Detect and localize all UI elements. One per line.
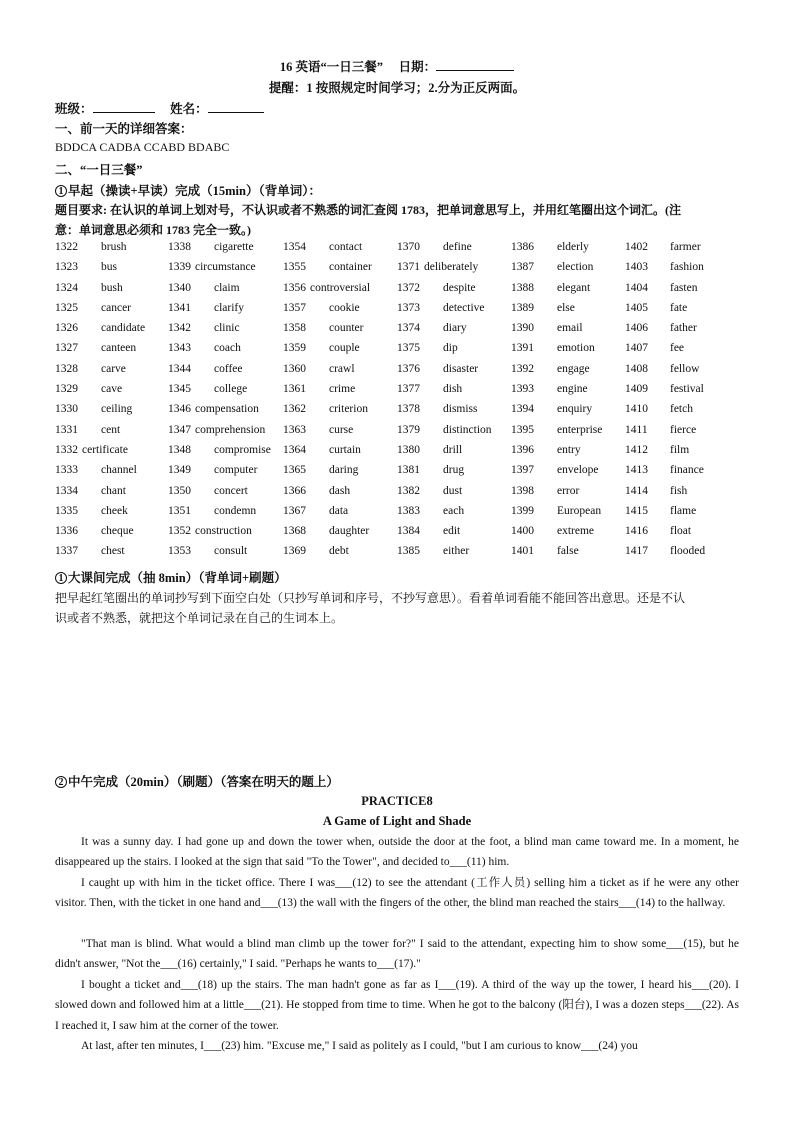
vocab-word[interactable]: dismiss bbox=[443, 403, 478, 416]
vocab-word[interactable]: condemn bbox=[214, 504, 257, 517]
vocab-word[interactable]: elegant bbox=[557, 281, 591, 294]
vocab-word[interactable]: define bbox=[443, 241, 472, 253]
vocab-number: 1347 bbox=[168, 423, 191, 436]
vocab-word[interactable]: daring bbox=[329, 464, 359, 477]
name-blank[interactable] bbox=[208, 101, 264, 113]
vocab-number: 1387 bbox=[511, 261, 534, 274]
vocab-number: 1353 bbox=[168, 545, 191, 558]
vocab-number: 1373 bbox=[397, 301, 420, 314]
vocab-word[interactable]: European bbox=[557, 504, 602, 517]
vocab-number: 1392 bbox=[511, 362, 534, 375]
vocab-number: 1410 bbox=[625, 403, 648, 416]
vocab-number: 1370 bbox=[397, 241, 420, 253]
vocab-word[interactable]: edit bbox=[443, 525, 461, 538]
vocab-word[interactable]: curtain bbox=[329, 443, 361, 456]
vocab-number: 1385 bbox=[397, 545, 420, 558]
vocab-word[interactable]: canteen bbox=[101, 342, 137, 355]
passage-paragraph-3: "That man is blind. What would a blind man climb up the tower for?" I said to the attendant, expecting him to show some___(15), but he didn't answer, "Not the___(16) certainly," I said. "Perhaps he wants to___(17)." bbox=[55, 938, 739, 971]
vocab-number: 1409 bbox=[625, 383, 648, 396]
worksheet-title: 16 英语“一日三餐” bbox=[279, 60, 383, 74]
vocab-number: 1339 bbox=[168, 261, 191, 274]
vocab-word[interactable]: couple bbox=[329, 342, 360, 355]
vocab-word[interactable]: diary bbox=[443, 322, 467, 335]
vocab-number: 1400 bbox=[511, 525, 534, 538]
vocab-number: 1342 bbox=[168, 322, 191, 335]
vocab-number: 1397 bbox=[511, 464, 534, 477]
passage-paragraph-2: I caught up with him in the ticket office. There I was___(12) to see the attendant (工作人员) selling him a ticket as if he were any other visitor. Then, with the ticket in one hand and___(13) the wall with the fingers of the other, the blind man reached the stairs___(14) to the hallway. bbox=[55, 877, 739, 910]
vocab-word[interactable]: cookie bbox=[329, 301, 360, 314]
vocab-word[interactable]: farmer bbox=[670, 241, 701, 253]
vocab-number: 1394 bbox=[511, 403, 534, 416]
vocab-word[interactable]: counter bbox=[329, 322, 364, 335]
vocab-number: 1322 bbox=[55, 241, 78, 253]
vocab-word[interactable]: college bbox=[214, 383, 248, 396]
vocab-word[interactable]: detective bbox=[443, 301, 485, 314]
vocab-word[interactable]: brush bbox=[101, 241, 127, 253]
date-blank[interactable] bbox=[436, 59, 514, 71]
vocab-word[interactable]: bus bbox=[101, 261, 117, 274]
vocab-word[interactable]: fasten bbox=[670, 281, 698, 294]
word-copy-area[interactable] bbox=[55, 632, 739, 767]
vocab-number: 1390 bbox=[511, 322, 534, 335]
practice-title: A Game of Light and Shade bbox=[322, 814, 472, 828]
vocab-number: 1355 bbox=[283, 261, 306, 274]
vocab-word[interactable]: drill bbox=[443, 443, 463, 456]
vocab-number: 1366 bbox=[283, 484, 306, 497]
vocab-number: 1328 bbox=[55, 362, 78, 375]
vocab-word[interactable]: enterprise bbox=[557, 423, 603, 436]
vocab-number: 1333 bbox=[55, 464, 78, 477]
vocab-word[interactable]: elderly bbox=[557, 241, 589, 253]
vocab-number: 1372 bbox=[397, 281, 420, 294]
vocab-word[interactable]: enquiry bbox=[557, 403, 593, 416]
vocab-number: 1388 bbox=[511, 281, 534, 294]
vocab-word[interactable]: float bbox=[670, 525, 692, 538]
vocab-word[interactable]: compromise bbox=[214, 443, 271, 456]
vocab-number: 1323 bbox=[55, 261, 78, 274]
vocab-row bbox=[55, 485, 755, 505]
vocab-number: 1365 bbox=[283, 464, 306, 477]
vocab-word[interactable]: election bbox=[557, 261, 594, 274]
vocab-number: 1412 bbox=[625, 443, 648, 456]
passage-paragraph-5: At last, after ten minutes, I___(23) him. "Excuse me," I said as politely as I could, "but I am curious to know___(24) you bbox=[81, 1040, 638, 1052]
class-blank[interactable] bbox=[93, 101, 155, 113]
vocab-number: 1360 bbox=[283, 362, 306, 375]
vocab-word[interactable]: cheek bbox=[101, 504, 128, 517]
vocab-word[interactable]: fee bbox=[670, 342, 685, 355]
vocab-number: 1393 bbox=[511, 383, 534, 396]
morning-task-title bbox=[55, 181, 321, 199]
vocab-word[interactable]: carve bbox=[101, 362, 126, 375]
vocab-number: 1367 bbox=[283, 504, 306, 517]
vocab-word[interactable]: coffee bbox=[214, 362, 243, 375]
vocab-word[interactable]: deliberately bbox=[424, 261, 479, 274]
vocab-number: 1384 bbox=[397, 525, 420, 538]
vocab-number: 1413 bbox=[625, 464, 648, 477]
vocab-row bbox=[55, 383, 755, 403]
vocab-number: 1383 bbox=[397, 504, 420, 517]
vocab-number: 1350 bbox=[168, 484, 191, 497]
vocab-number: 1411 bbox=[625, 423, 648, 436]
vocab-number: 1417 bbox=[625, 545, 648, 558]
vocab-number: 1341 bbox=[168, 301, 191, 314]
vocab-number: 1403 bbox=[625, 261, 648, 274]
previous-answers: BDDCA CADBA CCABD BDABC bbox=[55, 140, 230, 154]
vocab-number: 1379 bbox=[397, 423, 420, 436]
vocab-word[interactable]: engage bbox=[557, 362, 590, 375]
class-task-line-1: 把早起红笔圈出的单词抄写到下面空白处（只抄写单词和序号，不抄写意思）。看着单词看能不能回答出意思。还是不认 bbox=[55, 591, 686, 605]
vocab-row bbox=[55, 302, 755, 322]
practice-label: PRACTICE8 bbox=[361, 794, 433, 808]
vocab-row bbox=[55, 322, 755, 342]
vocab-number: 1352 bbox=[168, 525, 191, 538]
vocab-number: 1349 bbox=[168, 464, 191, 477]
vocab-row bbox=[55, 261, 755, 281]
vocab-row bbox=[55, 282, 755, 302]
vocab-number: 1354 bbox=[283, 241, 306, 253]
noon-task-title bbox=[55, 772, 339, 790]
vocab-word[interactable]: email bbox=[557, 322, 583, 335]
vocab-word[interactable]: criterion bbox=[329, 403, 368, 416]
vocab-word[interactable]: distinction bbox=[443, 423, 492, 436]
vocab-word[interactable]: fashion bbox=[670, 261, 704, 274]
vocab-word[interactable]: curse bbox=[329, 423, 354, 436]
vocab-row bbox=[55, 403, 755, 423]
vocab-number: 1346 bbox=[168, 403, 191, 416]
vocab-word[interactable]: disaster bbox=[443, 362, 479, 375]
vocab-word[interactable]: fierce bbox=[670, 423, 697, 436]
vocab-word[interactable]: film bbox=[670, 443, 690, 456]
vocab-word[interactable]: clarify bbox=[214, 301, 245, 314]
vocab-word[interactable]: consult bbox=[214, 545, 248, 558]
vocab-number: 1357 bbox=[283, 301, 306, 314]
vocab-row bbox=[55, 464, 755, 484]
vocab-number: 1359 bbox=[283, 342, 306, 355]
vocab-word[interactable]: concert bbox=[214, 484, 248, 497]
vocab-row bbox=[55, 444, 755, 464]
vocab-word[interactable]: fish bbox=[670, 484, 688, 497]
vocab-row bbox=[55, 424, 755, 444]
vocab-word[interactable]: computer bbox=[214, 464, 258, 477]
vocab-word[interactable]: flooded bbox=[670, 545, 706, 558]
vocab-number: 1407 bbox=[625, 342, 648, 355]
reminder: 提醒：1 按照规定时间学习；2.分为正反两面。 bbox=[268, 81, 526, 95]
vocab-number: 1376 bbox=[397, 362, 420, 375]
vocab-word[interactable]: construction bbox=[195, 525, 252, 538]
vocab-word[interactable]: chest bbox=[101, 545, 125, 558]
vocab-word[interactable]: cent bbox=[101, 423, 121, 436]
date-label: 日期： bbox=[398, 60, 437, 74]
vocab-word[interactable]: emotion bbox=[557, 342, 595, 355]
vocab-word[interactable]: error bbox=[557, 484, 580, 497]
vocab-number: 1396 bbox=[511, 443, 534, 456]
vocab-number: 1363 bbox=[283, 423, 306, 436]
vocab-number: 1344 bbox=[168, 362, 191, 375]
vocab-word[interactable]: claim bbox=[214, 281, 240, 294]
vocab-number: 1378 bbox=[397, 403, 420, 416]
vocab-number: 1345 bbox=[168, 383, 191, 396]
vocab-number: 1402 bbox=[625, 241, 648, 253]
vocab-word[interactable]: container bbox=[329, 261, 372, 274]
name-label: 姓名： bbox=[170, 102, 208, 116]
circled-number-1: 1 bbox=[55, 185, 67, 197]
vocab-row bbox=[55, 241, 755, 261]
vocab-number: 1324 bbox=[55, 281, 78, 294]
vocab-word[interactable]: drug bbox=[443, 464, 465, 477]
vocab-word[interactable]: flame bbox=[670, 504, 697, 517]
vocab-word[interactable]: controversial bbox=[310, 281, 371, 294]
vocab-number: 1331 bbox=[55, 423, 78, 436]
vocab-number: 1368 bbox=[283, 525, 306, 538]
vocab-row bbox=[55, 505, 755, 525]
circled-number-1b: 1 bbox=[55, 572, 67, 584]
vocab-word[interactable]: false bbox=[557, 545, 579, 558]
vocab-row bbox=[55, 525, 755, 545]
noon-task-label: 中午完成（20min）（刷题）（答案在明天的题上） bbox=[68, 775, 339, 789]
vocab-word[interactable]: candidate bbox=[101, 322, 146, 335]
vocab-word[interactable]: envelope bbox=[557, 464, 599, 477]
vocab-row bbox=[55, 363, 755, 383]
vocab-number: 1358 bbox=[283, 322, 306, 335]
vocab-word[interactable]: circumstance bbox=[195, 261, 256, 274]
vocab-word[interactable]: entry bbox=[557, 443, 581, 456]
vocab-number: 1337 bbox=[55, 545, 78, 558]
vocab-word[interactable]: festival bbox=[670, 383, 704, 396]
vocab-number: 1334 bbox=[55, 484, 78, 497]
vocab-number: 1391 bbox=[511, 342, 534, 355]
vocab-word[interactable]: fate bbox=[670, 301, 688, 314]
vocab-number: 1416 bbox=[625, 525, 648, 538]
vocab-number: 1381 bbox=[397, 464, 420, 477]
vocab-word[interactable]: clinic bbox=[214, 322, 240, 335]
vocab-word[interactable]: cancer bbox=[101, 301, 131, 314]
vocab-word[interactable]: daughter bbox=[329, 525, 370, 538]
vocab-word[interactable]: either bbox=[443, 545, 470, 558]
vocab-number: 1375 bbox=[397, 342, 420, 355]
vocab-number: 1395 bbox=[511, 423, 534, 436]
vocab-number: 1335 bbox=[55, 504, 78, 517]
vocab-number: 1414 bbox=[625, 484, 648, 497]
vocab-number: 1399 bbox=[511, 504, 534, 517]
vocab-number: 1369 bbox=[283, 545, 306, 558]
vocab-word[interactable]: cigarette bbox=[214, 241, 254, 253]
vocab-word[interactable]: dust bbox=[443, 484, 463, 497]
vocab-number: 1386 bbox=[511, 241, 534, 253]
vocab-word[interactable]: finance bbox=[670, 464, 704, 477]
vocab-number: 1326 bbox=[55, 322, 78, 335]
vocab-word[interactable]: engine bbox=[557, 383, 588, 396]
section1-heading: 一、前一天的详细答案： bbox=[55, 122, 193, 136]
vocab-number: 1398 bbox=[511, 484, 534, 497]
vocab-word[interactable]: ceiling bbox=[101, 403, 133, 416]
vocab-number: 1401 bbox=[511, 545, 534, 558]
vocab-word[interactable]: contact bbox=[329, 241, 363, 253]
vocab-number: 1329 bbox=[55, 383, 78, 396]
vocab-number: 1377 bbox=[397, 383, 420, 396]
vocab-number: 1405 bbox=[625, 301, 648, 314]
vocab-number: 1404 bbox=[625, 281, 648, 294]
requirement-line-2: 意：单词意思必须和 1783 完全一致。) bbox=[55, 223, 251, 237]
vocab-word[interactable]: data bbox=[329, 504, 349, 517]
vocab-word[interactable]: coach bbox=[214, 342, 241, 355]
vocab-word[interactable]: crawl bbox=[329, 362, 355, 375]
class-task-label: 大课间完成（抽 8min）（背单词+刷题） bbox=[68, 571, 287, 585]
vocab-number: 1415 bbox=[625, 504, 648, 517]
vocab-word[interactable]: fellow bbox=[670, 362, 700, 375]
vocab-number: 1336 bbox=[55, 525, 78, 538]
vocab-number: 1338 bbox=[168, 241, 191, 253]
vocab-number: 1340 bbox=[168, 281, 191, 294]
class-task-line-2: 识或者不熟悉，就把这个单词记录在自己的生词本上。 bbox=[55, 611, 344, 625]
vocab-number: 1356 bbox=[283, 281, 306, 294]
vocab-word[interactable]: certificate bbox=[82, 443, 128, 456]
vocab-word[interactable]: cave bbox=[101, 383, 123, 396]
vocab-number: 1343 bbox=[168, 342, 191, 355]
vocab-number: 1327 bbox=[55, 342, 78, 355]
vocab-word[interactable]: dish bbox=[443, 383, 463, 396]
vocab-number: 1330 bbox=[55, 403, 78, 416]
vocab-word[interactable]: comprehension bbox=[195, 423, 266, 436]
vocab-number: 1380 bbox=[397, 443, 420, 456]
vocab-word[interactable]: dip bbox=[443, 342, 458, 355]
vocab-word[interactable]: despite bbox=[443, 281, 476, 294]
vocab-number: 1362 bbox=[283, 403, 306, 416]
vocab-number: 1374 bbox=[397, 322, 420, 335]
vocab-number: 1351 bbox=[168, 504, 191, 517]
class-name-line bbox=[55, 99, 264, 117]
vocab-number: 1364 bbox=[283, 443, 306, 456]
morning-task-label: 早起（操读+早读）完成（15min）（背单词）： bbox=[68, 184, 321, 198]
vocab-number: 1389 bbox=[511, 301, 534, 314]
vocab-number: 1408 bbox=[625, 362, 648, 375]
vocab-number: 1332 bbox=[55, 443, 78, 456]
requirement-line-1: 题目要求: 在认识的单词上划对号，不认识或者不熟悉的词汇查阅 1783，把单词意思写上，并用红笔圈出这个词汇。(注 bbox=[55, 203, 681, 217]
vocab-word[interactable]: chant bbox=[101, 484, 126, 497]
vocab-number: 1382 bbox=[397, 484, 420, 497]
vocab-word[interactable]: dash bbox=[329, 484, 351, 497]
vocab-word[interactable]: debt bbox=[329, 545, 349, 558]
vocab-word[interactable]: each bbox=[443, 504, 465, 517]
section2-heading: 二、“一日三餐” bbox=[55, 163, 143, 177]
class-label: 班级： bbox=[55, 102, 93, 116]
vocab-word[interactable]: compensation bbox=[195, 403, 259, 416]
vocab-row bbox=[55, 342, 755, 362]
vocab-number: 1371 bbox=[397, 261, 420, 274]
worksheet-header bbox=[0, 57, 794, 75]
passage-paragraph-4: I bought a ticket and___(18) up the stairs. The man hadn't gone as far as I___(19). A third of the way up the tower, I heard his___(20). I slowed down and followed him at a little___(21). He stopped from time to time. When he got to the balcony (阳台), I was a dozen steps___(22). As I reached it, I saw him at the corner of the tower. bbox=[55, 979, 739, 1032]
vocab-row bbox=[55, 545, 755, 565]
vocab-number: 1406 bbox=[625, 322, 648, 335]
vocab-word[interactable]: channel bbox=[101, 464, 137, 477]
passage-paragraph-1: It was a sunny day. I had gone up and down the tower when, outside the door at the foot, a blind man came toward me. In a moment, he disappeared up the stairs. I looked at the sign that said "To the Tower", and decided to___(11) him. bbox=[55, 836, 739, 869]
vocab-word[interactable]: fetch bbox=[670, 403, 693, 416]
vocab-word[interactable]: else bbox=[557, 301, 575, 314]
vocab-number: 1361 bbox=[283, 383, 306, 396]
vocab-word[interactable]: bush bbox=[101, 281, 123, 294]
class-task-title bbox=[55, 568, 287, 586]
vocab-word[interactable]: extreme bbox=[557, 525, 595, 538]
vocab-word[interactable]: father bbox=[670, 322, 697, 335]
vocabulary-table bbox=[55, 241, 755, 566]
vocab-word[interactable]: crime bbox=[329, 383, 356, 396]
circled-number-2: 2 bbox=[55, 776, 67, 788]
vocab-word[interactable]: cheque bbox=[101, 525, 134, 538]
vocab-number: 1325 bbox=[55, 301, 78, 314]
vocab-number: 1348 bbox=[168, 443, 191, 456]
